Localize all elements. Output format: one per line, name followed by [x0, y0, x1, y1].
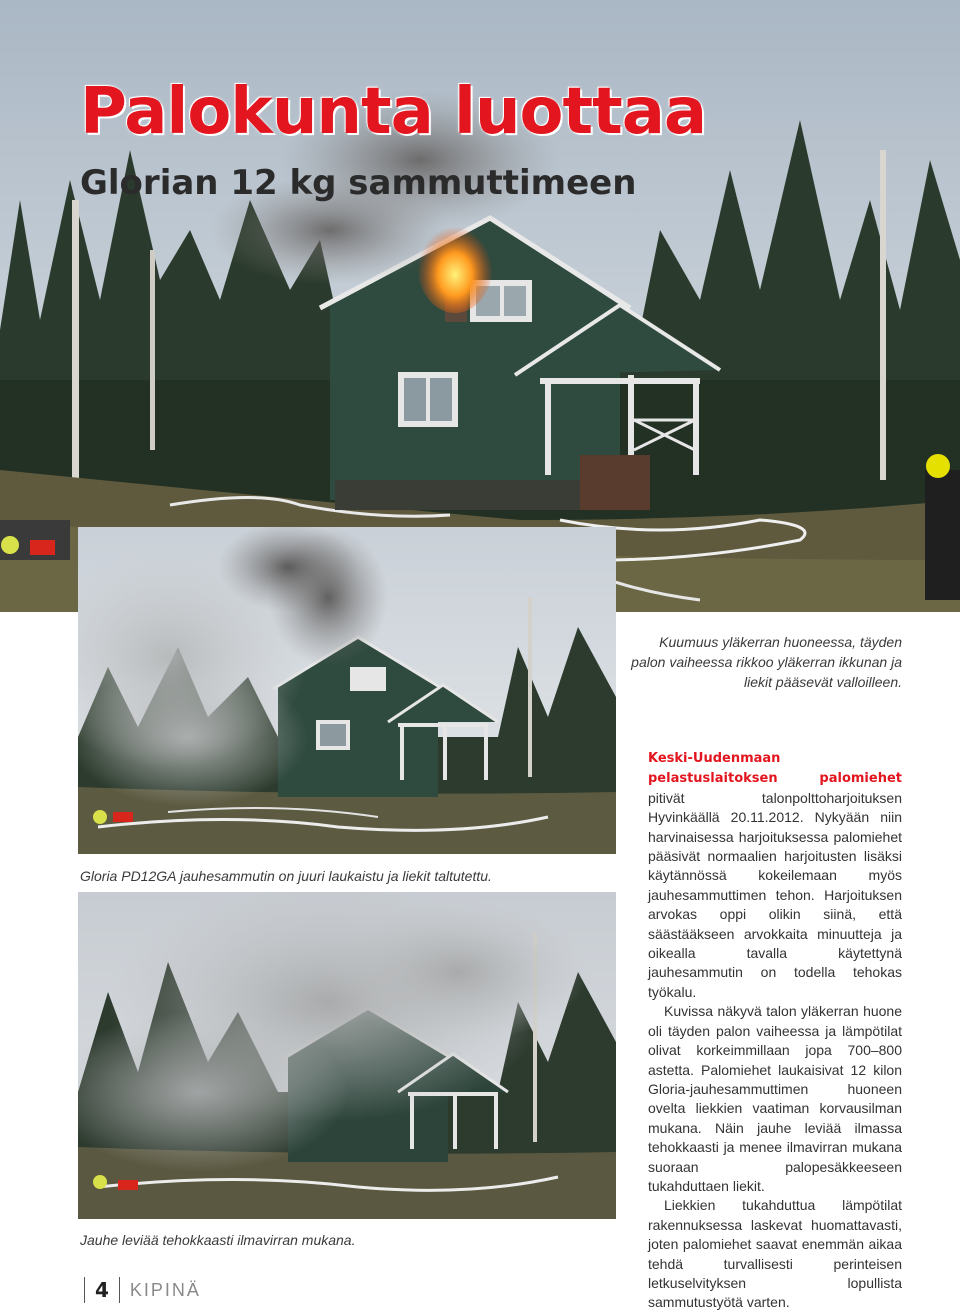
- photo-house-extinguisher-fired: [78, 527, 616, 854]
- article-paragraph-2: Kuvissa näkyvä talon yläkerran huone oli täyden palon vaiheessa ja lämpötilat olivat korkeimmillaan jopa 700–800 astetta. Palomiehet laukaisivat 12 kilon Gloria-jauhesammuttimen huoneen ovelta liekkien vaatiman korvausilman mukana. Näin jauhe leviää ilmassa tehokkaasti ja menee ilmavirran mukana suoraan palopesäkkeeseen tukahduttaen liekit.: [648, 1003, 902, 1194]
- magazine-name: KIPINÄ: [129, 1279, 201, 1300]
- headline: Palokunta luottaa: [80, 75, 707, 149]
- article-paragraph-1: [648, 748, 902, 1002]
- page-footer: [84, 1274, 201, 1306]
- article-body: [648, 748, 902, 1313]
- photo-house-powder-spreading: [78, 892, 616, 1219]
- article-lead: Keski-Uudenmaan pelastuslaitoksen palomiehet: [648, 751, 902, 787]
- page-number: 4: [95, 1278, 109, 1302]
- caption-top-photo: Kuumuus yläkerran huoneessa, täyden palon vaiheessa rikkoo yläkerran ikkunan ja liekit pääsevät valloilleen.: [631, 634, 902, 690]
- caption-middle-photo: Gloria PD12GA jauhesammutin on juuri laukaistu ja liekit taltutettu.: [80, 868, 492, 884]
- article-paragraph-1-text: pitivät talonpolttoharjoituksen Hyvinkäällä 20.11.2012. Nykyään niin harvinaisessa harjoituksessa palomiehet pääsivät normaalien harjoitusten lisäksi käytännössä kokeilemaan myös jauhesammuttimen tehon. Harjoituksen arvokas oppi olikin siinä, että säästääkseen arvokkaita minuutteja ja oikealla tavalla käytettynä jauhesammutin on todella tehokas työkalu.: [648, 789, 902, 1000]
- subheadline: Glorian 12 kg sammuttimeen: [80, 163, 637, 203]
- caption-bottom-photo: Jauhe leviää tehokkaasti ilmavirran mukana.: [80, 1232, 356, 1248]
- article-paragraph-3: Liekkien tukahduttua lämpötilat rakennuksessa laskevat huomattavasti, joten palomiehet saavat enemmän aikaa tehdä turvallisesti perinteisen letkuselvityksen lopullista sammutustyötä varten.: [648, 1197, 902, 1311]
